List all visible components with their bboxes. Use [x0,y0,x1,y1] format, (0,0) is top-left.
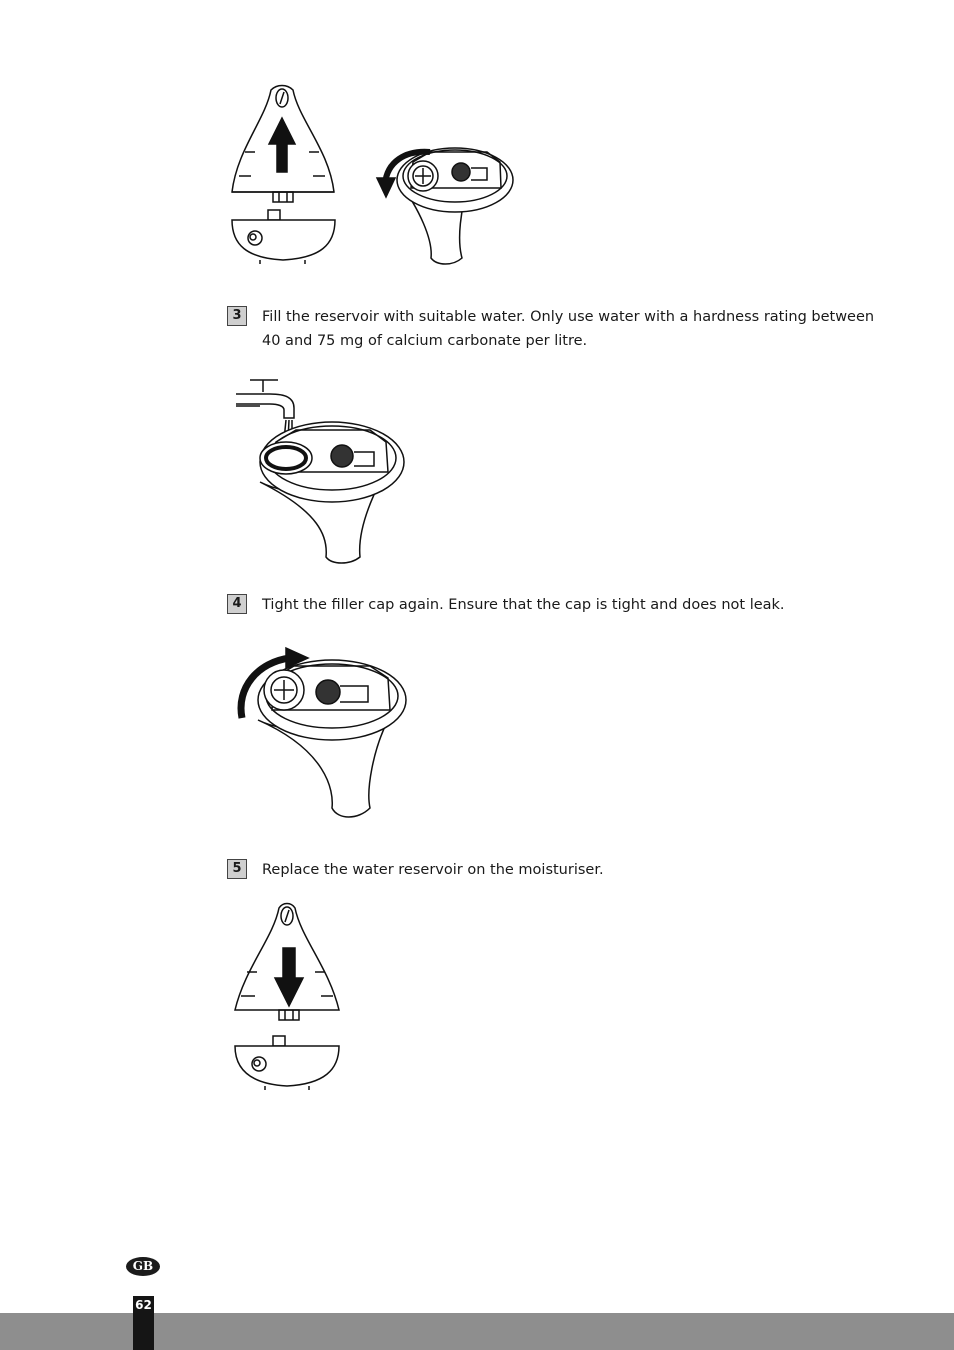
step-text: Tight the filler cap again. Ensure that the cap is tight and does not leak. [262,597,785,613]
step-number: 5 [227,859,247,879]
step-5 [227,858,877,882]
figure-remove-reservoir [225,80,525,270]
page-number: 62 [135,1298,152,1312]
figure-tighten-cap [228,640,413,830]
figure-fill-water [230,372,420,567]
step-text: Fill the reservoir with suitable water. Only use water with a hardness rating between 40 and 75 mg of calcium carbonate per litre. [262,309,875,349]
language-badge: GB [126,1257,160,1276]
step-text: Replace the water reservoir on the moisturiser. [262,862,604,878]
step-4 [227,593,877,617]
step-number: 4 [227,594,247,614]
step-3 [227,305,877,353]
figure-replace-reservoir [229,898,349,1093]
step-number: 3 [227,306,247,326]
